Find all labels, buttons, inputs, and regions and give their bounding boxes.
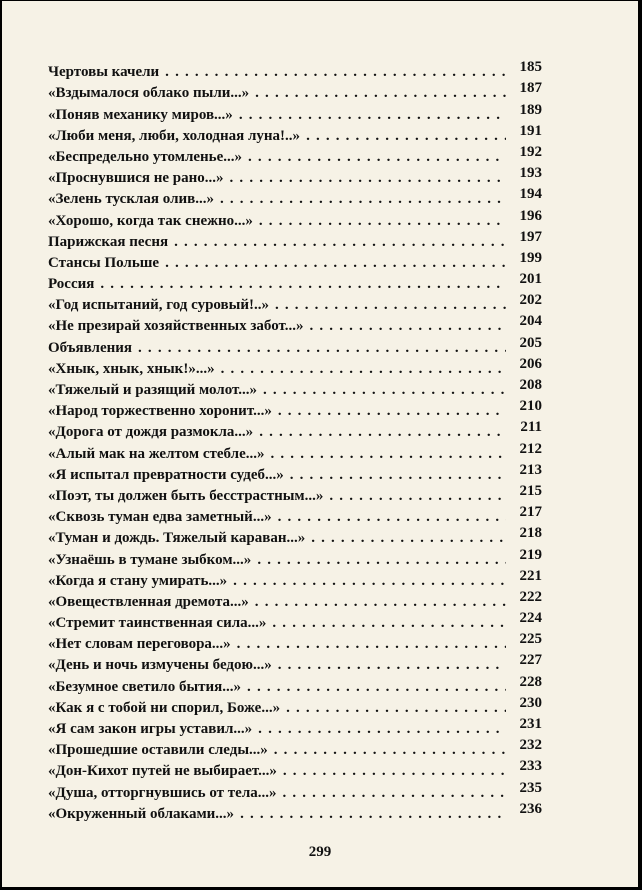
- toc-entry: [48, 652, 542, 673]
- dot-leader: [174, 235, 506, 250]
- dot-leader: [240, 807, 506, 822]
- toc-entry-title: «Беспредельно утомленье...»: [48, 148, 243, 165]
- toc-entry: [48, 610, 542, 631]
- dot-leader: [275, 298, 506, 313]
- dot-leader: [255, 86, 506, 101]
- toc-entry-title: «Безумное светило бытия...»: [48, 678, 242, 695]
- toc-entry: [48, 758, 542, 779]
- dot-leader: [237, 637, 506, 652]
- dot-leader: [138, 341, 506, 356]
- dot-leader: [220, 192, 506, 207]
- toc-entry-page: 187: [519, 80, 542, 97]
- toc-entry-page: 222: [519, 588, 542, 605]
- toc-entry: [48, 186, 542, 207]
- dot-leader: [283, 764, 506, 779]
- toc-entry: [48, 356, 542, 377]
- toc-entry: [48, 80, 542, 101]
- toc-entry-title: «Сквозь туман едва заметный...»: [48, 509, 272, 526]
- dot-leader: [290, 468, 506, 483]
- toc-entry-page: 189: [519, 101, 542, 118]
- toc-entry-title: Чертовы качели: [48, 64, 160, 81]
- toc-entry-page: 199: [519, 249, 542, 266]
- toc-entry: [48, 673, 542, 694]
- dot-leader: [230, 171, 506, 186]
- toc-entry: [48, 779, 542, 800]
- toc-entry-page: 208: [519, 377, 542, 393]
- toc-entry-title: «Хорошо, когда так снежно...»: [48, 212, 253, 229]
- toc-entry-title: «Туман и дождь. Тяжелый караван...»: [48, 530, 306, 547]
- toc-entry-title: Парижская песня: [48, 233, 169, 250]
- toc-entry-title: «Я испытал превратности судеб...»: [48, 466, 284, 483]
- toc-entry-page: 227: [519, 652, 542, 669]
- dot-leader: [259, 214, 506, 229]
- toc-entry: [48, 229, 542, 250]
- dot-leader: [306, 129, 506, 144]
- toc-entry-title: «Дон-Кихот путей не выбирает...»: [48, 763, 277, 780]
- toc-entry: [48, 313, 542, 334]
- toc-entry-title: Стансы Польше: [48, 254, 160, 271]
- toc-entry-page: 202: [519, 292, 542, 309]
- dot-leader: [286, 701, 506, 716]
- toc-entry: [48, 737, 542, 758]
- toc-entry-page: 230: [519, 694, 542, 711]
- toc-entry: [48, 271, 542, 292]
- toc-entry: [48, 695, 542, 716]
- toc-entry-title: «Когда я стану умирать...»: [48, 572, 228, 589]
- dot-leader: [274, 743, 506, 758]
- toc-entry-page: 225: [519, 631, 542, 648]
- dot-leader: [257, 553, 506, 568]
- dot-leader: [221, 362, 506, 377]
- toc-entry-title: Россия: [48, 276, 95, 293]
- toc-entry-page: 193: [519, 165, 542, 182]
- toc-entry-page: 218: [519, 525, 542, 542]
- toc-entry: [48, 165, 542, 186]
- dot-leader: [100, 277, 506, 292]
- toc-entry: [48, 462, 542, 483]
- toc-entry-page: 210: [519, 398, 542, 415]
- toc-entry-title: «Проснувшися не рано...»: [48, 170, 224, 187]
- toc-entry-title: «Стремит таинственная сила...»: [48, 615, 267, 632]
- toc-entry-title: «Поэт, ты должен быть бесстрастным...»: [48, 487, 324, 504]
- toc-entry: [48, 525, 542, 546]
- toc-entry-page: 215: [519, 482, 542, 499]
- toc-entry-title: «Как я с тобой ни спорил, Боже...»: [48, 699, 281, 716]
- toc-entry: [48, 801, 542, 822]
- toc-entry-page: 236: [519, 800, 542, 817]
- dot-leader: [278, 658, 506, 673]
- dot-leader: [259, 425, 506, 440]
- toc-entry: [48, 589, 542, 610]
- toc-entry-title: «Хнык, хнык, хнык!»...»: [48, 360, 215, 377]
- toc-entry-page: 185: [519, 59, 542, 76]
- toc-entry: [48, 419, 542, 440]
- toc-entry-title: «Окруженный облаками...»: [48, 805, 235, 822]
- dot-leader: [165, 256, 506, 271]
- toc-entry-page: 219: [519, 546, 542, 563]
- toc-entry-page: 204: [519, 313, 542, 330]
- toc-entry-page: 217: [519, 504, 542, 521]
- toc-entry: [48, 440, 542, 461]
- toc-entry-title: «День и ночь измучены бедою...»: [48, 657, 272, 674]
- toc-entry-title: «Душа, отторгнувшись от тела...»: [48, 784, 277, 801]
- page-number: 299: [308, 844, 332, 860]
- toc-entry-title: «Дорога от дождя размокла...»: [48, 424, 254, 441]
- toc-entry: [48, 250, 542, 271]
- toc-entry-page: 197: [519, 228, 542, 245]
- dot-leader: [233, 574, 506, 589]
- toc-entry-page: 201: [519, 271, 542, 288]
- toc-entry: [48, 568, 542, 589]
- toc-entry-page: 206: [519, 355, 542, 372]
- toc-entry-title: «Я сам закон игры уставил...»: [48, 721, 253, 737]
- toc-entry-title: «Прошедшие оставили следы...»: [48, 742, 268, 759]
- dot-leader: [271, 447, 507, 462]
- dot-leader: [255, 595, 506, 610]
- toc-entry-page: 221: [519, 567, 542, 584]
- dot-leader: [272, 616, 506, 631]
- toc-entry-title: «Овеществленная дремота...»: [48, 593, 249, 610]
- toc-entry-page: 192: [519, 143, 542, 160]
- toc-entry: [48, 101, 542, 122]
- toc-entry-page: 231: [519, 716, 542, 732]
- toc-entry-page: 235: [519, 779, 542, 796]
- dot-leader: [278, 404, 506, 419]
- toc-entry-title: «Поняв механику миров...»: [48, 106, 233, 123]
- toc-entry-page: 232: [519, 737, 542, 754]
- toc-entry-title: «Не презирай хозяйственных забот...»: [48, 318, 304, 335]
- toc-entry: [48, 377, 542, 398]
- toc-entry-page: 233: [519, 758, 542, 775]
- toc-entry-title: «Год испытаний, год суровый!..»: [48, 297, 269, 314]
- toc-entry: [48, 631, 542, 652]
- dot-leader: [329, 489, 506, 504]
- toc-entry: [48, 59, 542, 80]
- toc-entry: [48, 716, 542, 737]
- toc-entry-page: 194: [519, 186, 542, 203]
- toc-entry: [48, 207, 542, 228]
- dot-leader: [247, 680, 506, 695]
- toc-entry-title: «Зелень тусклая олив...»: [48, 191, 214, 208]
- dot-leader: [311, 531, 506, 546]
- dot-leader: [165, 65, 506, 80]
- dot-leader: [278, 510, 506, 525]
- dot-leader: [239, 108, 506, 123]
- toc-entry-title: «Вздымалося облако пыли...»: [48, 85, 250, 102]
- toc-entry-page: 196: [519, 207, 542, 224]
- dot-leader: [248, 150, 506, 165]
- toc-entry-title: «Народ торжественно хоронит...»: [48, 403, 272, 420]
- toc-entry: [48, 546, 542, 567]
- dot-leader: [310, 319, 507, 334]
- toc-entry: [48, 123, 542, 144]
- toc-entry: [48, 144, 542, 165]
- dot-leader: [282, 786, 506, 801]
- toc-entry: [48, 398, 542, 419]
- toc-entry: [48, 292, 542, 313]
- toc-entry-page: 224: [519, 610, 542, 627]
- book-page: [2, 1, 638, 887]
- toc-entry-page: 213: [519, 461, 542, 478]
- toc-entry: [48, 334, 542, 355]
- toc-entry-title: «Тяжелый и разящий молот...»: [48, 382, 258, 398]
- toc-entry-title: Объявления: [48, 339, 133, 356]
- dot-leader: [258, 722, 506, 737]
- toc-entry-page: 228: [519, 673, 542, 690]
- toc-entry-title: «Алый мак на желтом стебле...»: [48, 445, 265, 462]
- toc-entry: [48, 504, 542, 525]
- toc-entry: [48, 483, 542, 504]
- toc-entry-page: 191: [519, 122, 542, 139]
- toc-entry-title: «Нет словам переговора...»: [48, 636, 231, 653]
- toc-entry-page: 211: [520, 419, 542, 436]
- table-of-contents: [48, 59, 542, 822]
- toc-entry-title: «Люби меня, люби, холодная луна!..»: [48, 127, 301, 144]
- dot-leader: [263, 383, 506, 398]
- toc-entry-page: 205: [519, 334, 542, 351]
- toc-entry-title: «Узнаёшь в тумане зыбком...»: [48, 551, 252, 568]
- toc-entry-page: 212: [519, 440, 542, 457]
